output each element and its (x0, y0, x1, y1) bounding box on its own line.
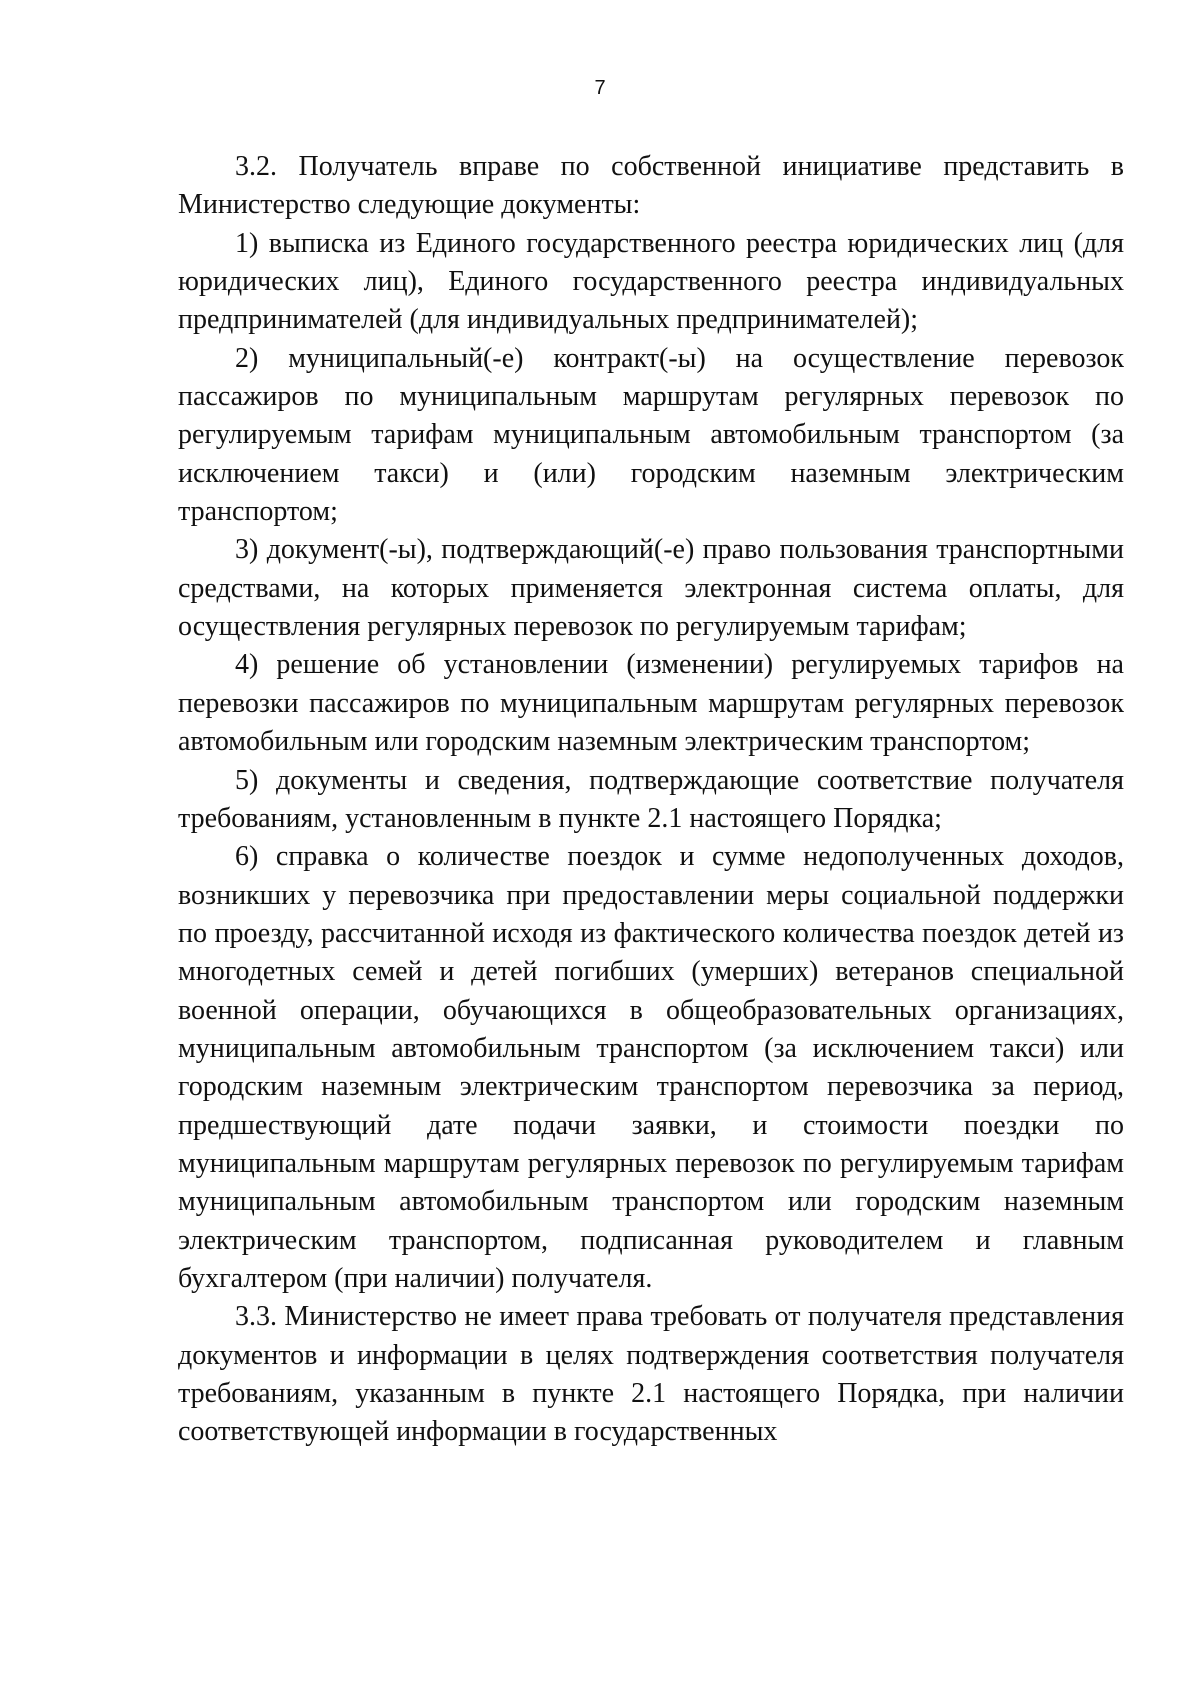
document-body (178, 148, 1124, 1452)
paragraph-item-2: 2) муниципальный(-е) контракт(-ы) на осуществление перевозок пассажиров по муниципальным маршрутам регулярных перевозок по регулируемым тарифам муниципальным автомобильным транспортом (за исключением такси) и (или) городским наземным электрическим транспортом; (178, 342, 1124, 528)
paragraph-item-5: 5) документы и сведения, подтверждающие соответствие получателя требованиям, установленным в пункте 2.1 настоящего Порядка; (178, 764, 1124, 834)
paragraph-item-1: 1) выписка из Единого государственного реестра юридических лиц (для юридических лиц), Единого государственного реестра индивидуальных предпринимателей (для индивидуальных предпринимателей); (178, 227, 1124, 336)
paragraph-item-6: 6) справка о количестве поездок и сумме недополученных доходов, возникших у перевозчика при предоставлении меры социальной поддержки по проезду, рассчитанной исходя из фактического количества поездок детей из многодетных семей и детей погибших (умерших) ветеранов специальной военной операции, обучающихся в общеобразовательных организациях, муниципальным автомобильным транспортом (за исключением такси) или городским наземным электрическим транспортом перевозчика за период, предшествующий дате подачи заявки, и стоимости поездки по муниципальным маршрутам регулярных перевозок по регулируемым тарифам муниципальным автомобильным транспортом или городским наземным электрическим транспортом, подписанная руководителем и главным бухгалтером (при наличии) получателя. (178, 841, 1124, 1294)
page-number: 7 (594, 77, 606, 99)
paragraph-item-3: 3) документ(-ы), подтверждающий(-е) право пользования транспортными средствами, на которых применяется электронная система оплаты, для осуществления регулярных перевозок по регулируемым тарифам; (178, 534, 1124, 643)
paragraph-3-3: 3.3. Министерство не имеет права требовать от получателя представления документов и информации в целях подтверждения соответствия получателя требованиям, указанным в пункте 2.1 настоящего Порядка, при наличии соответствующей информации в государственных (178, 1301, 1124, 1448)
paragraph-item-4: 4) решение об установлении (изменении) регулируемых тарифов на перевозки пассажиров по муниципальным маршрутам регулярных перевозок автомобильным или городским наземным электрическим транспортом; (178, 649, 1124, 758)
paragraph-3-2: 3.2. Получатель вправе по собственной инициативе представить в Министерство следующие документы: (178, 151, 1124, 221)
